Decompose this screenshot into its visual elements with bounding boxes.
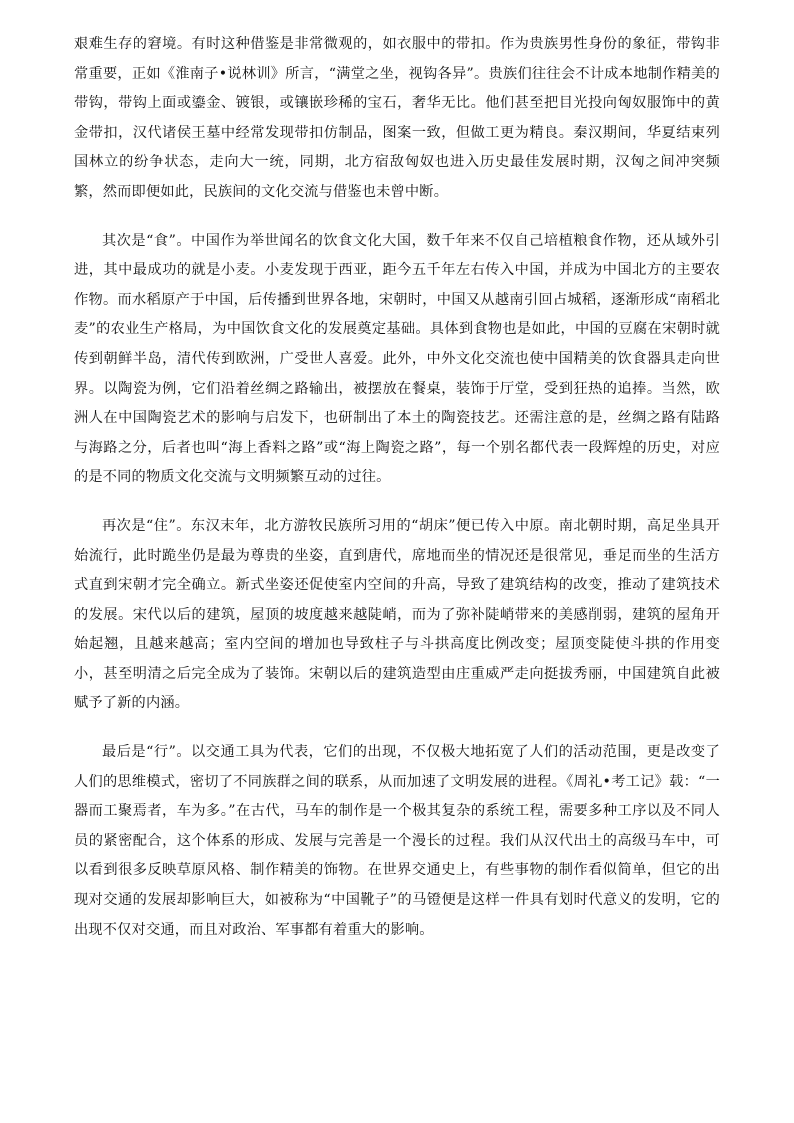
document-page <box>74 30 720 964</box>
paragraph-clothing-continued: 艰难生存的窘境。有时这种借鉴是非常微观的，如衣服中的带扣。作为贵族男性身份的象征，带钩非常重要，正如《淮南子•说林训》所言，“满堂之坐，视钩各异”。贵族们往往会不计成本地制作精美的带钩，带钩上面或鎏金、镀银，或镶嵌珍稀的宝石，奢华无比。他们甚至把目光投向匈奴服饰中的黄金带扣，汉代诸侯王墓中经常发现带扣仿制品，图案一致，但做工更为精良。秦汉期间，华夏结束列国林立的纷争状态，走向大一统，同期，北方宿敌匈奴也进入历史最佳发展时期，汉匈之间冲突频繁，然而即便如此，民族间的文化交流与借鉴也未曾中断。 <box>74 36 720 200</box>
paragraph-housing: 再次是“住”。东汉末年，北方游牧民族所习用的“胡床”便已传入中原。南北朝时期，高足坐具开始流行，此时跪坐仍是最为尊贵的坐姿，直到唐代，席地而坐的情况还是很常见，垂足而坐的生活方式直到宋朝才完全确立。新式坐姿还促使室内空间的升高，导致了建筑结构的改变，推动了建筑技术的发展。宋代以后的建筑，屋顶的坡度越来越陡峭，而为了弥补陡峭带来的美感削弱，建筑的屋角开始起翘，且越来越高；室内空间的增加也导致柱子与斗拱高度比例改变；屋顶变陡使斗拱的作用变小，甚至明清之后完全成为了装饰。宋朝以后的建筑造型由庄重威严走向挺拔秀丽，中国建筑自此被赋予了新的内涵。 <box>74 517 720 712</box>
paragraph-food: 其次是“食”。中国作为举世闻名的饮食文化大国，数千年来不仅自己培植粮食作物，还从域外引进，其中最成功的就是小麦。小麦发现于西亚，距今五千年左右传入中国，并成为中国北方的主要农作物。而水稻原产于中国，后传播到世界各地，宋朝时，中国又从越南引回占城稻，逐渐形成“南稻北麦”的农业生产格局，为中国饮食文化的发展奠定基础。具体到食物也是如此，中国的豆腐在宋朝时就传到朝鲜半岛，清代传到欧洲，广受世人喜爱。此外，中外文化交流也使中国精美的饮食器具走向世界。以陶瓷为例，它们沿着丝绸之路输出，被摆放在餐桌，装饰于厅堂，受到狂热的追捧。当然，欧洲人在中国陶瓷艺术的影响与启发下，也研制出了本土的陶瓷技艺。还需注意的是，丝绸之路有陆路与海路之分，后者也叫“海上香料之路”或“海上陶瓷之路”，每一个别名都代表一段辉煌的历史，对应的是不同的物质文化交流与文明频繁互动的过往。 <box>74 232 720 486</box>
paragraph-transport: 最后是“行”。以交通工具为代表，它们的出现，不仅极大地拓宽了人们的活动范围，更是改变了人们的思维模式，密切了不同族群之间的联系，从而加速了文明发展的进程。《周礼•考工记》载：“一器而工聚焉者，车为多。”在古代，马车的制作是一个极其复杂的系统工程，需要多种工序以及不同人员的紧密配合，这个体系的形成、发展与完善是一个漫长的过程。我们从汉代出土的高级马车中，可以看到很多反映草原风格、制作精美的饰物。在世界交通史上，有些事物的制作看似简单，但它的出现对交通的发展却影响巨大，如被称为“中国靴子”的马镫便是这样一件具有划时代意义的发明，它的出现不仅对交通，而且对政治、军事都有着重大的影响。 <box>74 744 720 938</box>
